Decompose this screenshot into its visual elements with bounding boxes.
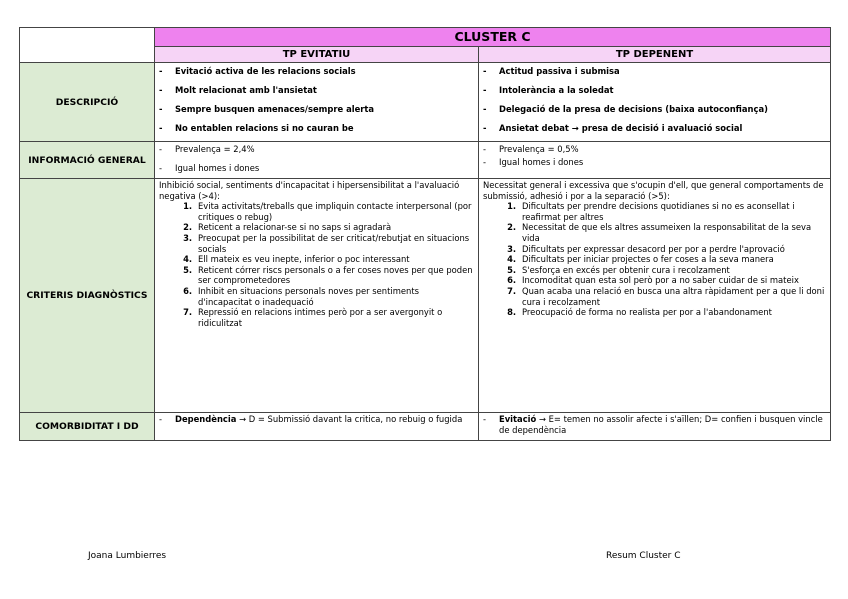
comorbidity-term: Evitació — [499, 414, 537, 424]
list-item: 5. Reticent córrer riscs personals o a fer coses noves per que poden ser comprometedores — [195, 265, 475, 286]
list-item: 5. S'esforça en excés per obtenir cura i recolzament — [519, 265, 827, 276]
list-item: - Actitud passiva i submisa — [483, 64, 827, 83]
list-item: - Intolerància a la soledat — [483, 83, 827, 102]
list-item: - Molt relacionat amb l'ansietat — [159, 83, 475, 102]
list-item: 4. Ell mateix es veu inepte, inferior o poc interessant — [195, 254, 475, 265]
list-item: - Igual homes i dones — [159, 162, 475, 175]
cluster-title: CLUSTER C — [155, 28, 831, 47]
list-item: 3. Dificultats per expressar desacord per por a perdre l'aprovació — [519, 244, 827, 255]
list-item: - Prevalença = 2,4% — [159, 143, 475, 156]
row-label-informacio: INFORMACIÓ GENERAL — [20, 142, 155, 179]
criteris-intro: Necessitat general i excessiva que s'ocupin d'ell, que general comportaments de submissió, adhesió i por a la separació (>5): — [483, 180, 824, 201]
empty-corner-cell — [20, 28, 155, 63]
row-label-descripcio: DESCRIPCIÓ — [20, 63, 155, 142]
list-item: 6. Incomoditat quan esta sol però por a no saber cuidar de si mateix — [519, 275, 827, 286]
list-item — [159, 414, 475, 425]
comorbiditat-depenent — [479, 413, 831, 441]
comorbidity-text: → E= temen no assolir afecte i s'aïllen; D= confien i busquen vincle de dependència — [499, 414, 823, 435]
list-item: - Sempre busquen amenaces/sempre alerta — [159, 102, 475, 121]
row-label-criteris: CRITERIS DIAGNÒSTICS — [20, 179, 155, 413]
list-item: - Prevalença = 0,5% — [483, 143, 827, 156]
list-item: 8. Preocupació de forma no realista per por a l'abandonament — [519, 307, 827, 318]
list-item: 1. Dificultats per prendre decisions quotidianes si no es aconsellat i reafirmat per altres — [519, 201, 827, 222]
list-item: 1. Evita activitats/treballs que impliquin contacte interpersonal (por critiques o rebug) — [195, 201, 475, 222]
criteris-depenent — [479, 179, 831, 413]
list-item: 3. Preocupat per la possibilitat de ser criticat/rebutjat en situacions socials — [195, 233, 475, 254]
row-label-comorbiditat: COMORBIDITAT I DD — [20, 413, 155, 441]
list-item: 6. Inhibit en situacions personals noves per sentiments d'incapacitat o inadequació — [195, 286, 475, 307]
list-item: - No entablen relacions si no cauran be — [159, 121, 475, 140]
list-item: - Igual homes i dones — [483, 156, 827, 169]
comorbidity-text: → D = Submissió davant la critica, no rebuig o fugida — [236, 414, 463, 424]
column-header-depenent: TP DEPENENT — [479, 47, 831, 63]
list-item: - Delegació de la presa de decisions (baixa autoconfiança) — [483, 102, 827, 121]
list-item: - Evitació activa de les relacions socials — [159, 64, 475, 83]
criteris-evitatiu — [155, 179, 479, 413]
list-item — [483, 414, 827, 435]
descripcio-evitatiu — [155, 63, 479, 142]
column-header-evitatiu: TP EVITATIU — [155, 47, 479, 63]
criteris-intro: Inhibició social, sentiments d'incapacitat i hipersensibilitat a l'avaluació negativa (>4): — [159, 180, 460, 201]
descripcio-depenent — [479, 63, 831, 142]
comorbiditat-evitatiu — [155, 413, 479, 441]
comorbidity-term: Dependència — [175, 414, 237, 424]
footer-author: Joana Lumbierres — [88, 551, 167, 561]
list-item: 7. Quan acaba una relació en busca una altra ràpidament per a que li doni cura i recolzament — [519, 286, 827, 307]
informacio-depenent — [479, 142, 831, 179]
list-item: - Ansietat debat → presa de decisió i avaluació social — [483, 121, 827, 140]
list-item: 4. Dificultats per iniciar projectes o fer coses a la seva manera — [519, 254, 827, 265]
list-item: 2. Reticent a relacionar-se si no saps si agradarà — [195, 222, 475, 233]
list-item: 2. Necessitat de que els altres assumeixen la responsabilitat de la seva vida — [519, 222, 827, 243]
list-item: 7. Repressió en relacions intimes però por a ser avergonyit o ridiculitzat — [195, 307, 475, 328]
footer-doc-title: Resum Cluster C — [606, 551, 681, 561]
informacio-evitatiu — [155, 142, 479, 179]
cluster-c-table — [19, 27, 831, 441]
